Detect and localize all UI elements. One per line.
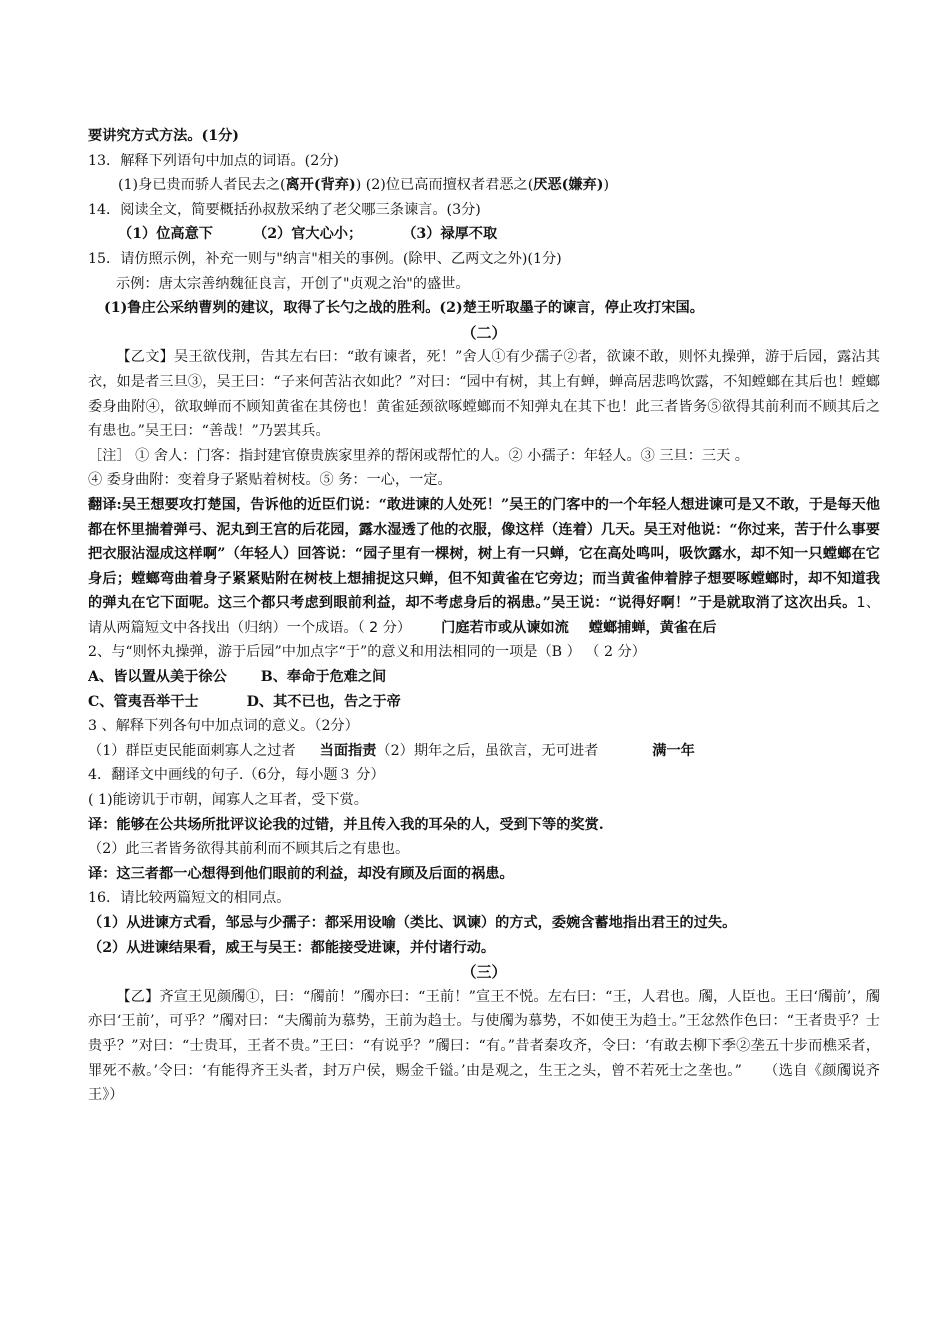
q14-answer2: （2）官大心小； [253, 226, 363, 243]
q2-option-b: B、奉命于危难之间 [260, 669, 387, 686]
q2-prompt: 2、与“则怀丸操弹，游于后园”中加点字“于”的意义和用法相同的一项是（B ） （ 2 分） [88, 644, 646, 661]
q3-items [88, 739, 880, 764]
section2-notes-line2: ④ 委身曲附：变着身子紧贴着树枝。⑤ 务：一心，一定。 [88, 472, 452, 489]
q4-prompt: 4．翻译文中画线的句子.（6分，每小题３ 分） [88, 767, 385, 784]
section2-heading: （二） [461, 323, 507, 342]
q2-options-row2 [88, 690, 880, 715]
section2-passage: 【乙文】吴王欲伐荆，告其左右曰：“敢有谏者，死！”舍人①有少孺子②者，欲谏不敢，则怀丸操弹，游于后园，露沾其衣，如是者三旦③，吴王曰：“子来何苦沾衣如此？”对曰：“园中有树，其上有蝉，蝉高居悲鸣饮露，不知螳螂在其后也！螳螂委身曲附④，欲取蝉而不顾知黄雀在其傍也！黄雀延颈欲啄螳螂而不知弹丸在其下也！此三者皆务⑤欲得其前利而不顾其后之有患也。”吴王曰：“善哉！”乃罢其兵。 [88, 349, 880, 440]
q13-items [88, 173, 880, 198]
section2-notes-line1: ［注］ ① 舍人：门客：指封建官僚贵族家里养的帮闲或帮忙的人。② 小孺子：年轻人。③ 三旦：三天 。 [88, 447, 749, 464]
q15-example: 示例：唐太宗善纳魏征良言，开创了"贞观之治"的盛世。 [116, 275, 470, 292]
q13-prompt: 13．解释下列语句中加点的词语。(2分) [88, 152, 339, 169]
section3-passage: 【乙】齐宣王见颜斶①，曰：“斶前！”斶亦曰：“王前！”宣王不悦。左右曰：“王，人君也。斶，人臣也。王曰‘斶前’，斶亦曰‘王前’，可乎？”斶对曰：“夫斶前为慕势，王前为趋士。与使斶为慕势，不如使王为趋士。”王忿然作色曰：“王者贵乎？士贵乎？”对曰：“士贵耳，王者不贵。”王曰：“有说乎？”斶曰：“有。”昔者秦攻齐，令曰：‘有敢去柳下季②垄五十步而樵采者，罪死不赦。’令曰：‘有能得齐王头者，封万户侯，赐金千镒。’由是观之，生王之头，曾不若死士之垄也。” （选自《颜斶说齐王》） [88, 988, 880, 1104]
section3-heading: （三） [461, 963, 507, 982]
q13-answer1: 离开(背弃) [285, 177, 356, 194]
q4-item1: ( 1)能谤讥于市朝，闻寡人之耳者，受下赏。 [88, 792, 368, 809]
q1-answer-b: 螳螂捕蝉，黄雀在后 [588, 619, 717, 636]
q4-item2: （2）此三者皆务欲得其前利而不顾其后之有患也。 [88, 841, 410, 858]
q13-close: ) [603, 177, 609, 194]
q13-answer2: 厌恶(嫌弃) [533, 177, 604, 194]
q16-answer2: （2）从进谏结果看，威王与吴王：都能接受进谏，并付诸行动。 [88, 939, 496, 956]
q4-answer1: 译：能够在公共场所批评议论我的过错，并且传入我的耳朵的人，受到下等的奖赏. [88, 816, 604, 833]
q3-prompt: 3 、解释下列各句中加点词的意义。（2分） [88, 718, 359, 735]
q2-option-c: C、管夷吾举干士 [88, 693, 199, 710]
q15-answer: (1)鲁庄公采纳曹刿的建议，取得了长勺之战的胜利。(2)楚王听取墨子的谏言，停止攻打宋国。 [104, 300, 704, 317]
q2-option-a: A、皆以置从美于徐公 [88, 669, 227, 686]
q14-prompt: 14．阅读全文，简要概括孙叔敖采纳了老父哪三条谏言。(3分) [88, 201, 481, 218]
q16-prompt: 16．请比较两篇短文的相同点。 [88, 890, 291, 907]
q15-prompt: 15．请仿照示例，补充一则与"纳言"相关的事例。(除甲、乙两文之外)(1分) [88, 250, 562, 267]
q2-option-d: D、其不已也，告之于帝 [246, 693, 401, 710]
q3-item1: （1）群臣吏民能面刺寡人之过者 [88, 742, 296, 759]
q4-answer2: 译：这三者都一心想得到他们眼前的利益，却没有顾及后面的祸患。 [88, 865, 514, 882]
q3-item2: （2）期年之后，虽欲言，无可进者 [376, 742, 599, 759]
q2-options-row1 [88, 665, 880, 690]
q14-answer3: （3）禄厚不取 [402, 226, 498, 243]
translation-text: 翻译:吴王想要攻打楚国，告诉他的近臣们说：“敢进谏的人处死！”吴王的门客中的一个年轻人想进谏可是又不敢，于是每天他都在怀里揣着弹弓、泥丸到王宫的后花园，露水湿透了他的衣服，像这样（连着）几天。吴王对他说：“你过来，苦于什么事要把衣服沾湿成这样啊”（年轻人）回答说：“园子里有一棵树，树上有一只蝉，它在高处鸣叫，吸饮露水，却不知一只螳螂在它身后；螳螂弯曲着身子紧紧贴附在树枝上想捕捉这只蝉，但不知黄雀在它旁边；而当黄雀伸着脖子想要啄螳螂时，却不知道我的弹丸在它下面呢。这三个都只考虑到眼前利益，却不考虑身后的祸患。”吴王说：“说得好啊！”于是就取消了这次出兵。 [88, 496, 880, 612]
section2-translation [88, 493, 880, 641]
q3-answer1: 当面指责 [319, 742, 377, 759]
q14-answers [88, 222, 880, 247]
q14-answer1: （1）位高意下 [118, 226, 213, 243]
q3-answer2: 满一年 [652, 742, 695, 759]
q16-answer1: （1）从进谏方式看，邹忌与少孺子：都采用设喻（类比、讽谏）的方式，委婉含蓄地指出君王的过失。 [88, 915, 737, 931]
q1-answer-a: 门庭若市或从谏如流 [441, 619, 569, 636]
q13-item1: (1)身已贵而骄人者民去之( [118, 177, 286, 194]
q12-answer-tail: 要讲究方式方法。(1分) [88, 128, 239, 144]
document-page [88, 124, 880, 1108]
q13-item2: ) (2)位已高而擅权者君恶之( [355, 177, 534, 194]
q1-prompt: 1、请从两篇短文中各找出（归纳）一个成语。（ 2 分） [88, 595, 881, 636]
